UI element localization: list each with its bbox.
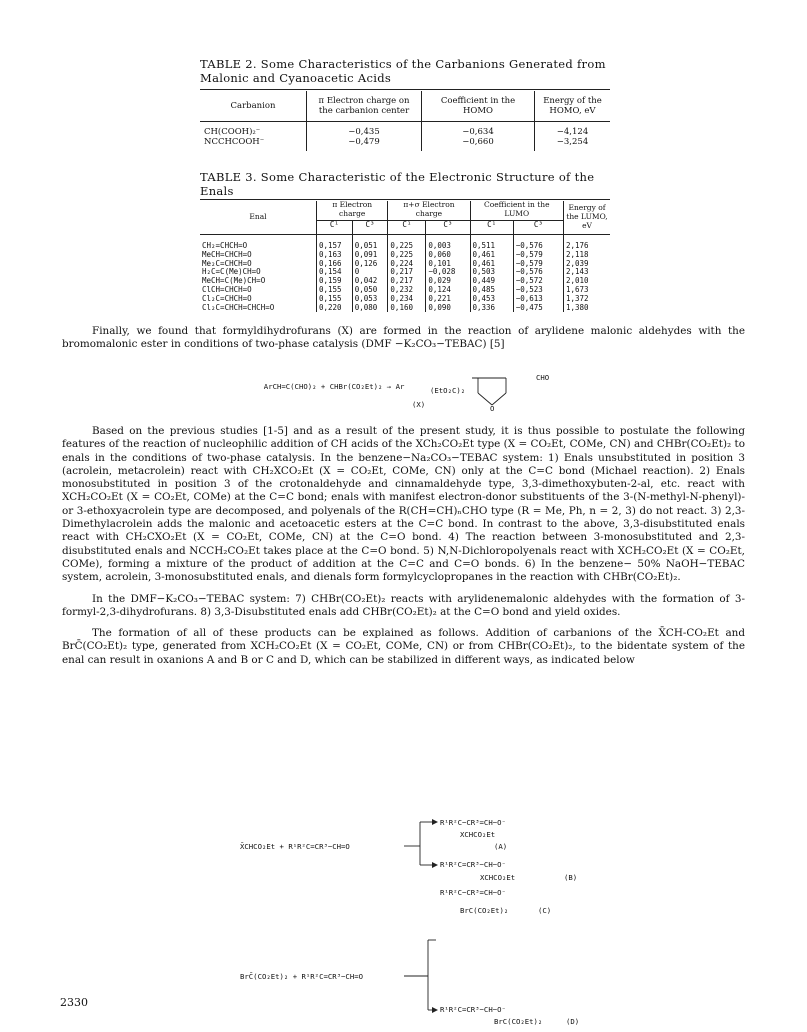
table2-cell: −0,479 bbox=[307, 137, 422, 147]
scheme-formyldihydrofuran bbox=[255, 373, 404, 391]
table3-cell: −0,613 bbox=[513, 295, 563, 304]
table3-cell: 0,155 bbox=[317, 295, 353, 304]
table3-cell: 0,217 bbox=[388, 277, 426, 286]
table3-cell: 0,051 bbox=[352, 242, 388, 251]
table3-cell: 0 bbox=[352, 268, 388, 277]
table3-cell: 0,511 bbox=[470, 242, 513, 251]
table3-cell: −0,576 bbox=[513, 268, 563, 277]
table3-subheader-c3: C³ bbox=[513, 220, 563, 234]
product-a-top: R¹R²C−CR³=CH−O⁻ bbox=[440, 818, 506, 827]
table2-header-coef: Coefficient in the HOMO bbox=[422, 91, 535, 121]
table3-cell: 0,154 bbox=[317, 268, 353, 277]
table3-enal-cell: Me₂C=CHCH=O bbox=[202, 258, 252, 268]
table3-subheader-c1: C¹ bbox=[388, 220, 426, 234]
table3-enal-cell: ClCH=CHCH=O bbox=[202, 284, 252, 294]
paragraph-formyldihydrofurans bbox=[62, 325, 745, 360]
scheme2-reactants-x: X̄CHCO₂Et + R¹R²C=CR³−CH=O bbox=[240, 842, 350, 851]
paragraph: Based on the previous studies [1-5] and as a result of the present study, it is thus possible to postulate the following features of the reaction of nucleophilic addition of CH acids of the XCh₂CO₂Et type (X = CO₂Et, COMe, CN) and CHBr(CO₂Et)₂ to enals in the conditions of two-phase catalysis. In the benzene−Na₂CO₃−TEBAC system: 1) Enals unsubstituted in position 3 (acrolein, metacrolein) react with CH₂XCO₂Et (X = CO₂Et, COMe, CN) only at the C=C bond (Michael reaction). 2) Enals monosubstituted in position 3 of the crotonaldehyde and cinnamaldehyde type, 3,3-dimethoxybuten-2-al, etc. react with XCH₂CO₂Et (X = CO₂Et, COMe) at the C=C bond; enals with manifest electron-donor substituents of the 3-(N-methyl-N-phenyl)- or 3-ethoxyacrolein type are decomposed, and polyenals of the R(CH=CH)ₙCHO type (R = Me, Ph, n = 2, 3) do not react. 3) 2,3-Dimethylacrolein adds the malonic and acetoacetic esters at the C=C bond. In contrast to the above, 3,3-disubstituted enals react with CH₂CXO₂Et (X = CO₂Et, COMe, CN) at the C=O bond. 4) The reaction between 3-monosubstituted and 2,3-disubstituted enals and NCCH₂CO₂Et takes place at the C=O bond. 5) N,N-Dichloropolyenals react with XCH₂CO₂Et (X = CO₂Et, COMe), forming a mixture of the product of addition at the C=C and C=O bonds. 6) In the benzene− 50% NaOH−TEBAC system, acrolein, 3-monosubstituted enals, and dienals form formylcyclopropanes in the reaction with CHBr(CO₂Et)₂. bbox=[62, 425, 745, 584]
table3-header-energy: Energy of the LUMO, eV bbox=[564, 201, 611, 234]
table3-cell: 0,091 bbox=[352, 251, 388, 260]
product-c-sub: BrC(CO₂Et)₂ bbox=[460, 906, 509, 915]
table2-header-energy: Energy of the HOMO, eV bbox=[535, 91, 611, 121]
table3-cell: −0,572 bbox=[513, 277, 563, 286]
table3-cell: 0,232 bbox=[388, 286, 426, 295]
table3-cell: 2,143 bbox=[564, 268, 611, 277]
table3-cell: −0,475 bbox=[513, 304, 563, 313]
scheme2-reactants-br: BrC̄(CO₂Et)₂ + R¹R²C=CR³−CH=O bbox=[240, 972, 364, 981]
scheme1-ester: (EtO₂C)₂ bbox=[430, 386, 466, 395]
table3-cell: 0,060 bbox=[426, 251, 470, 260]
table3-subheader-c1: C¹ bbox=[317, 220, 353, 234]
scheme1-cho: CHO bbox=[536, 373, 550, 382]
table3-enal-cell: Cl₂C=CHCH=O bbox=[202, 293, 252, 303]
table3-cell: 0,003 bbox=[426, 242, 470, 251]
table3-cell: −0,579 bbox=[513, 260, 563, 269]
table3-cell: 0,221 bbox=[426, 295, 470, 304]
table3-cell: 0,217 bbox=[388, 268, 426, 277]
table2-cell: −4,124 bbox=[535, 127, 611, 137]
table3-cell: 2,039 bbox=[564, 260, 611, 269]
product-a-label: (A) bbox=[494, 842, 508, 851]
scheme1-equation: ArCH=C(CHO)₂ + CHBr(CO₂Et)₂ → Ar bbox=[263, 382, 405, 391]
product-b-sub: XCHCO₂Et bbox=[480, 873, 516, 882]
table3-cell: 0,220 bbox=[317, 304, 353, 313]
table3-subheader-c1: C¹ bbox=[470, 220, 513, 234]
table3-enal-cell: Cl₂C=CHCH=CHCH=O bbox=[202, 302, 275, 312]
table3-cell: 0,225 bbox=[388, 251, 426, 260]
table3-enal-cell: CH₂=CHCH=O bbox=[202, 241, 248, 250]
table2-cell: −0,634 bbox=[422, 127, 535, 137]
scheme1-label: (X) bbox=[412, 400, 426, 409]
product-d-label: (D) bbox=[566, 1017, 580, 1026]
table2 bbox=[200, 91, 610, 151]
table3 bbox=[200, 201, 610, 312]
table3-cell: 0,053 bbox=[352, 295, 388, 304]
table3-cell: 0,050 bbox=[352, 286, 388, 295]
table3-cell: 0,163 bbox=[317, 251, 353, 260]
paragraph: The formation of all of these products can be explained as follows. Addition of carbanions of the X̄CH-CO₂Et and BrC̄(CO₂Et)₂ type, generated from XCH₂CO₂Et (X = CO₂Et, COMe, CN) or from CHBr(CO₂Et)₂, to the bidentate system of the enal can result in oxanions A and B or C and D, which can be stabilized in different ways, as indicated below bbox=[62, 627, 745, 666]
table3-cell: 0,234 bbox=[388, 295, 426, 304]
table2-rule-top bbox=[200, 89, 610, 90]
table3-cell: 0,155 bbox=[317, 286, 353, 295]
table3-cell: 0,485 bbox=[470, 286, 513, 295]
table3-cell: 1,372 bbox=[564, 295, 611, 304]
table3-cell: 0,080 bbox=[352, 304, 388, 313]
table2-cell: NCCHCOOH⁻ bbox=[204, 137, 265, 147]
table3-cell: 2,118 bbox=[564, 251, 611, 260]
table3-row bbox=[200, 304, 610, 313]
product-d-top: R¹R²C=CR³−CH−O⁻ bbox=[440, 1005, 506, 1014]
table3-cell: 0,461 bbox=[470, 251, 513, 260]
product-b-top: R¹R²C=CR³−CH−O⁻ bbox=[440, 860, 506, 869]
paragraph: In the DMF−K₂CO₃−TEBAC system: 7) CHBr(CO₂Et)₂ reacts with arylidenemalonic aldehydes with the formation of 3-formyl-2,3-dihydrofurans. 8) 3,3-Disubstituted enals add CHBr(CO₂Et)₂ at the C=O bond and yield oxides. bbox=[62, 592, 745, 618]
table3-subheader-c3: C³ bbox=[426, 220, 470, 234]
table3-header-pisigma: π+σ Electron charge bbox=[388, 201, 470, 220]
table2-caption: TABLE 2. Some Characteristics of the Carbanions Generated from Malonic and Cyanoacetic Acids bbox=[200, 57, 606, 85]
table3-cell: 0,166 bbox=[317, 260, 353, 269]
table3-cell: 0,157 bbox=[317, 242, 353, 251]
table3-caption: TABLE 3. Some Characteristic of the Electronic Structure of the Enals bbox=[200, 170, 595, 198]
table2-cell: −3,254 bbox=[535, 137, 611, 147]
table2-cell: CH(COOH)₂⁻ bbox=[204, 127, 261, 137]
table2-header-charge: π Electron charge on the carbanion center bbox=[307, 91, 422, 121]
product-a-sub: XCHCO₂Et bbox=[460, 830, 496, 839]
table3-cell: 0,101 bbox=[426, 260, 470, 269]
table2-header-carbanion: Carbanion bbox=[230, 100, 276, 111]
table3-cell: 0,224 bbox=[388, 260, 426, 269]
dihydrofuran-ring bbox=[470, 373, 545, 413]
table2-cell: −0,660 bbox=[422, 137, 535, 147]
table3-cell: 0,503 bbox=[470, 268, 513, 277]
product-c-label: (C) bbox=[538, 906, 552, 915]
paragraph: Finally, we found that formyldihydrofurans (X) are formed in the reaction of arylidene malonic aldehydes with the bromomalonic ester in conditions of two-phase catalysis (DMF −K₂CO₃−TEBAC) [5] bbox=[62, 325, 745, 351]
table3-cell: 0,461 bbox=[470, 260, 513, 269]
table3-cell: 0,159 bbox=[317, 277, 353, 286]
product-d-sub: BrC(CO₂Et)₂ bbox=[494, 1017, 543, 1026]
product-c-top: R¹R²C−CR³=CH−O⁻ bbox=[440, 888, 506, 897]
table3-cell: 0,090 bbox=[426, 304, 470, 313]
table3-cell: 0,029 bbox=[426, 277, 470, 286]
table3-cell: 0,126 bbox=[352, 260, 388, 269]
table3-cell: 0,124 bbox=[426, 286, 470, 295]
table3-cell: 0,160 bbox=[388, 304, 426, 313]
table3-cell: 1,380 bbox=[564, 304, 611, 313]
table3-cell: 2,010 bbox=[564, 277, 611, 286]
table3-cell: 1,673 bbox=[564, 286, 611, 295]
table3-cell: 0,042 bbox=[352, 277, 388, 286]
table3-cell: 0,225 bbox=[388, 242, 426, 251]
table3-enal-cell: H₂C=C(Me)CH=O bbox=[202, 267, 261, 277]
scheme1-oxygen: O bbox=[490, 404, 495, 413]
page-number: 2330 bbox=[60, 996, 88, 1009]
table3-header-pi: π Electron charge bbox=[317, 201, 388, 220]
table3-cell: −0,579 bbox=[513, 251, 563, 260]
table3-header-enal: Enal bbox=[249, 211, 267, 221]
table3-cell: −0,523 bbox=[513, 286, 563, 295]
table3-cell: 0,449 bbox=[470, 277, 513, 286]
table3-cell: 2,176 bbox=[564, 242, 611, 251]
table3-header-coef: Coefficient in the LUMO bbox=[470, 201, 564, 220]
table3-enal-cell: MeCH=CHCH=O bbox=[202, 249, 252, 259]
scheme2-arrows bbox=[400, 810, 440, 1030]
paragraph-features bbox=[62, 425, 745, 675]
table3-cell: 0,336 bbox=[470, 304, 513, 313]
table2-cell: −0,435 bbox=[307, 127, 422, 137]
table3-subheader-c3: C³ bbox=[352, 220, 388, 234]
product-b-label: (B) bbox=[564, 873, 578, 882]
table3-cell: −0,576 bbox=[513, 242, 563, 251]
table3-enal-cell: MeCH=C(Me)CH=O bbox=[202, 276, 266, 286]
table3-cell: −0,028 bbox=[426, 268, 470, 277]
table3-cell: 0,453 bbox=[470, 295, 513, 304]
